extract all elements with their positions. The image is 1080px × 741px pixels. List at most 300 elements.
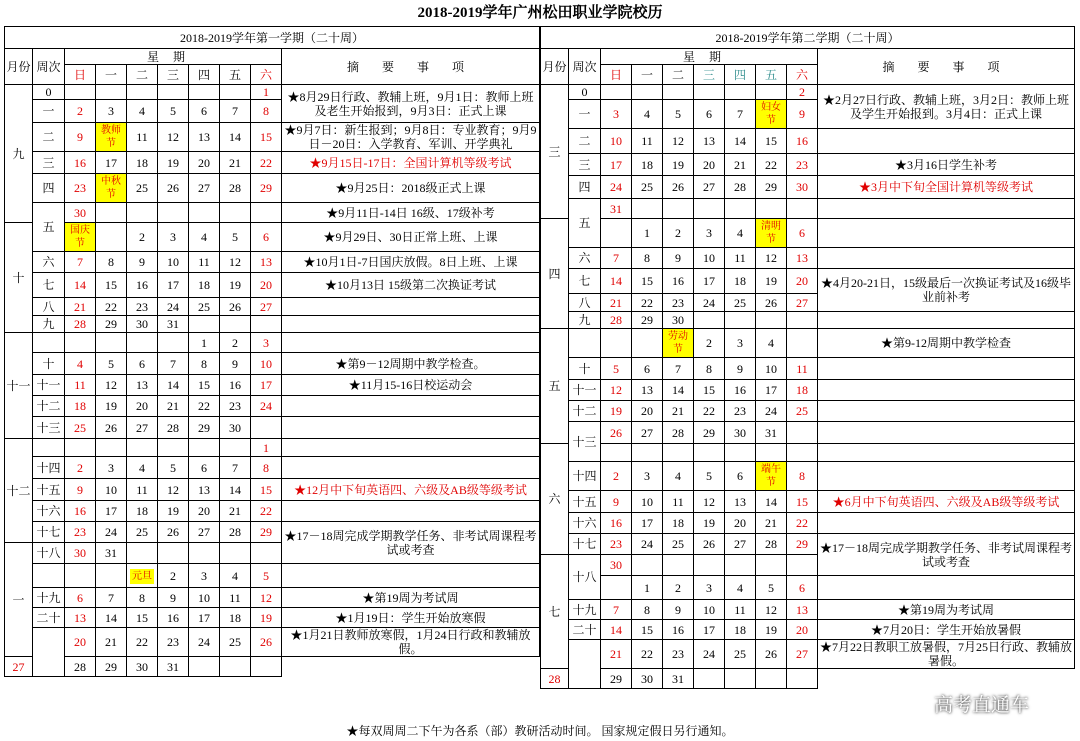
date-cell xyxy=(632,199,663,219)
calendar-row xyxy=(541,669,1075,689)
date-cell: 12 xyxy=(694,491,725,513)
date-cell: 26 xyxy=(756,640,787,669)
week-cell xyxy=(569,640,601,689)
note-cell xyxy=(818,199,1075,219)
date-cell: 17 xyxy=(694,269,725,294)
date-cell: 29 xyxy=(756,176,787,199)
calendar-row xyxy=(541,248,1075,269)
date-cell: 13 xyxy=(251,252,282,273)
date-cell: 10 xyxy=(694,600,725,620)
term-label: 2018-2019学年第二学期（二十周） xyxy=(541,27,1075,49)
date-cell: 6 xyxy=(189,100,220,123)
date-cell: 17 xyxy=(756,380,787,401)
date-cell: 9 xyxy=(65,479,96,501)
date-cell: 31 xyxy=(601,199,632,219)
date-cell: 14 xyxy=(601,620,632,640)
date-cell: 10 xyxy=(756,358,787,380)
date-cell: 30 xyxy=(127,657,158,677)
week-cell xyxy=(569,329,601,358)
date-cell: 20 xyxy=(127,396,158,417)
date-cell: 19 xyxy=(96,396,127,417)
date-cell: 29 xyxy=(189,417,220,439)
note-cell xyxy=(282,501,540,522)
notes-header: 摘 要 事 项 xyxy=(818,49,1075,85)
date-cell: 10 xyxy=(632,491,663,513)
date-cell xyxy=(725,669,756,689)
date-cell: 24 xyxy=(601,176,632,199)
date-cell: 2 xyxy=(127,223,158,252)
date-cell: 20 xyxy=(65,628,96,657)
date-cell: 4 xyxy=(725,576,756,600)
date-cell: 16 xyxy=(725,380,756,401)
week-cell: 十六 xyxy=(33,501,65,522)
date-cell xyxy=(632,555,663,576)
date-cell xyxy=(189,657,220,677)
note-cell xyxy=(282,439,540,457)
month-cell: 五 xyxy=(541,329,569,444)
date-cell: 4 xyxy=(220,564,251,588)
date-cell: 5 xyxy=(220,223,251,252)
date-cell: 13 xyxy=(632,380,663,401)
date-cell xyxy=(787,312,818,329)
calendar-row xyxy=(5,333,540,353)
note-cell: ★9月29日、30日正常上班、上课 xyxy=(282,223,540,252)
week-cell: 十七 xyxy=(569,534,601,555)
date-cell xyxy=(787,329,818,358)
date-cell: 25 xyxy=(189,298,220,316)
date-cell: 6 xyxy=(632,358,663,380)
weekday-header: 星期 xyxy=(65,49,282,65)
date-cell: 31 xyxy=(158,657,189,677)
term2-table xyxy=(540,26,1075,689)
date-cell: 18 xyxy=(663,513,694,534)
date-cell: 9 xyxy=(158,588,189,608)
holiday-cell xyxy=(663,329,694,358)
date-cell xyxy=(220,203,251,223)
date-cell xyxy=(96,85,127,100)
date-cell xyxy=(220,316,251,333)
date-cell: 2 xyxy=(65,457,96,479)
date-cell: 16 xyxy=(158,608,189,628)
date-cell xyxy=(65,564,96,588)
note-cell xyxy=(282,417,540,439)
date-cell xyxy=(220,439,251,457)
note-cell xyxy=(818,219,1075,248)
day-name-2: 二 xyxy=(127,65,158,85)
date-cell: 14 xyxy=(601,269,632,294)
date-cell: 12 xyxy=(158,479,189,501)
date-cell: 14 xyxy=(220,123,251,152)
week-cell: 十八 xyxy=(33,543,65,564)
month-cell: 十一 xyxy=(5,333,33,439)
date-cell: 31 xyxy=(96,543,127,564)
date-cell xyxy=(601,85,632,100)
date-cell: 22 xyxy=(632,294,663,312)
date-cell: 30 xyxy=(220,417,251,439)
day-name-1: 一 xyxy=(96,65,127,85)
date-cell: 19 xyxy=(756,269,787,294)
date-cell: 25 xyxy=(65,417,96,439)
date-cell: 26 xyxy=(251,628,282,657)
date-cell xyxy=(756,669,787,689)
date-cell: 9 xyxy=(725,358,756,380)
date-cell: 27 xyxy=(5,657,33,677)
holiday-cell xyxy=(127,564,158,588)
date-cell: 9 xyxy=(663,600,694,620)
date-cell: 15 xyxy=(189,375,220,396)
date-cell xyxy=(601,219,632,248)
date-cell: 5 xyxy=(601,358,632,380)
date-cell xyxy=(694,669,725,689)
date-cell: 11 xyxy=(725,248,756,269)
day-name-0: 日 xyxy=(601,65,632,85)
footer-note: ★每双周周二下午为各系（部）教研活动时间。 国家规定假日另行通知。 xyxy=(346,724,734,738)
calendar-row xyxy=(5,628,540,657)
date-cell: 8 xyxy=(127,588,158,608)
note-cell xyxy=(818,358,1075,380)
date-cell: 2 xyxy=(65,100,96,123)
date-cell: 3 xyxy=(251,333,282,353)
note-cell xyxy=(818,576,1075,600)
day-name-4: 四 xyxy=(725,65,756,85)
date-cell: 22 xyxy=(756,154,787,176)
calendar-row xyxy=(541,176,1075,199)
date-cell xyxy=(65,85,96,100)
week-cell: 十一 xyxy=(33,375,65,396)
date-cell: 11 xyxy=(663,491,694,513)
date-cell: 27 xyxy=(694,176,725,199)
date-cell: 12 xyxy=(251,588,282,608)
date-cell: 23 xyxy=(127,298,158,316)
date-cell xyxy=(189,85,220,100)
date-cell: 12 xyxy=(756,600,787,620)
calendar-row xyxy=(5,588,540,608)
date-cell: 22 xyxy=(251,152,282,174)
holiday-label: 国庆节 xyxy=(65,223,95,251)
date-cell xyxy=(251,543,282,564)
date-cell xyxy=(632,329,663,358)
calendar-row xyxy=(541,85,1075,100)
week-cell: 十六 xyxy=(569,513,601,534)
calendar-row xyxy=(541,129,1075,154)
day-name-4: 四 xyxy=(189,65,220,85)
date-cell: 17 xyxy=(158,273,189,298)
date-cell: 7 xyxy=(725,100,756,129)
date-cell: 20 xyxy=(251,273,282,298)
date-cell: 14 xyxy=(725,129,756,154)
date-cell: 28 xyxy=(65,657,96,677)
date-cell: 11 xyxy=(220,588,251,608)
date-cell: 18 xyxy=(65,396,96,417)
note-cell: ★第19周为考试周 xyxy=(818,600,1075,620)
date-cell: 11 xyxy=(725,600,756,620)
date-cell: 21 xyxy=(158,396,189,417)
date-cell xyxy=(756,199,787,219)
date-cell: 5 xyxy=(756,576,787,600)
date-cell: 29 xyxy=(632,312,663,329)
date-cell: 24 xyxy=(189,628,220,657)
note-cell xyxy=(282,564,540,588)
note-cell: ★1月21日教师放寒假，1月24日行政和教辅放假。 xyxy=(282,628,540,657)
calendar-row xyxy=(541,269,1075,294)
week-cell: 十二 xyxy=(33,396,65,417)
date-cell xyxy=(251,417,282,439)
week-cell: 一 xyxy=(33,100,65,123)
date-cell: 17 xyxy=(251,375,282,396)
holiday-cell xyxy=(65,223,96,252)
date-cell xyxy=(127,543,158,564)
date-cell: 24 xyxy=(756,401,787,422)
date-cell: 29 xyxy=(787,534,818,555)
month-header: 月份 xyxy=(5,49,33,85)
week-cell: 十三 xyxy=(33,417,65,439)
date-cell: 15 xyxy=(251,479,282,501)
note-cell: ★第19周为考试周 xyxy=(282,588,540,608)
date-cell xyxy=(96,333,127,353)
date-cell: 1 xyxy=(251,439,282,457)
calendar-title: 2018-2019学年广州松田职业学院校历 xyxy=(417,5,663,21)
date-cell: 5 xyxy=(663,100,694,129)
week-header: 周次 xyxy=(569,49,601,85)
date-cell xyxy=(96,223,127,252)
date-cell: 19 xyxy=(601,401,632,422)
calendar-row xyxy=(541,576,1075,600)
date-cell: 6 xyxy=(189,457,220,479)
date-cell: 8 xyxy=(694,358,725,380)
date-cell: 12 xyxy=(220,252,251,273)
day-name-5: 五 xyxy=(756,65,787,85)
date-cell xyxy=(220,85,251,100)
date-cell: 19 xyxy=(251,608,282,628)
date-cell: 23 xyxy=(663,294,694,312)
date-cell: 9 xyxy=(601,491,632,513)
date-cell: 6 xyxy=(694,100,725,129)
date-cell xyxy=(220,657,251,677)
date-cell: 2 xyxy=(601,462,632,491)
date-cell: 2 xyxy=(787,85,818,100)
holiday-label: 教师节 xyxy=(96,123,126,151)
date-cell: 13 xyxy=(725,491,756,513)
calendar-row xyxy=(541,401,1075,422)
date-cell xyxy=(663,85,694,100)
calendar-row xyxy=(5,439,540,457)
date-cell: 30 xyxy=(725,422,756,444)
calendar-row xyxy=(5,273,540,298)
date-cell: 4 xyxy=(725,219,756,248)
note-cell: ★第9－12周期中教学检查。 xyxy=(282,353,540,375)
day-name-6: 六 xyxy=(251,65,282,85)
note-cell xyxy=(818,129,1075,154)
holiday-label: 清明节 xyxy=(756,219,786,247)
date-cell: 14 xyxy=(96,608,127,628)
date-cell: 16 xyxy=(220,375,251,396)
date-cell: 28 xyxy=(220,522,251,543)
date-cell: 9 xyxy=(220,353,251,375)
date-cell xyxy=(158,333,189,353)
date-cell: 15 xyxy=(251,123,282,152)
date-cell xyxy=(725,312,756,329)
date-cell: 24 xyxy=(694,640,725,669)
calendar-row xyxy=(541,154,1075,176)
date-cell: 28 xyxy=(601,312,632,329)
calendar-row xyxy=(541,491,1075,513)
day-name-3: 三 xyxy=(158,65,189,85)
week-cell: 三 xyxy=(33,152,65,174)
date-cell: 3 xyxy=(189,564,220,588)
week-cell: 十九 xyxy=(33,588,65,608)
date-cell: 1 xyxy=(251,85,282,100)
week-cell: 七 xyxy=(569,269,601,294)
date-cell: 25 xyxy=(787,401,818,422)
date-cell: 25 xyxy=(663,534,694,555)
date-cell: 30 xyxy=(65,543,96,564)
date-cell xyxy=(251,316,282,333)
date-cell: 15 xyxy=(694,380,725,401)
date-cell xyxy=(787,444,818,462)
date-cell: 27 xyxy=(189,522,220,543)
date-cell: 21 xyxy=(663,401,694,422)
note-cell xyxy=(818,444,1075,462)
date-cell: 30 xyxy=(65,203,96,223)
date-cell: 25 xyxy=(127,174,158,203)
date-cell: 5 xyxy=(158,457,189,479)
date-cell: 23 xyxy=(158,628,189,657)
date-cell: 17 xyxy=(96,501,127,522)
date-cell: 21 xyxy=(601,640,632,669)
note-cell xyxy=(818,513,1075,534)
date-cell: 2 xyxy=(663,576,694,600)
date-cell: 16 xyxy=(65,152,96,174)
week-cell: 八 xyxy=(33,298,65,316)
holiday-label: 中秋节 xyxy=(96,174,126,202)
month-header: 月份 xyxy=(541,49,569,85)
week-cell: 十九 xyxy=(569,600,601,620)
date-cell: 28 xyxy=(65,316,96,333)
calendar-row xyxy=(5,396,540,417)
date-cell xyxy=(158,85,189,100)
date-cell: 9 xyxy=(65,123,96,152)
date-cell: 19 xyxy=(663,154,694,176)
note-cell: ★9月7日：新生报到；9月8日：专业教育；9月9日－20日：入学教育、军训、开学典礼 xyxy=(282,123,540,152)
date-cell: 26 xyxy=(220,298,251,316)
date-cell: 15 xyxy=(632,620,663,640)
calendar-row xyxy=(541,312,1075,329)
week-cell: 十四 xyxy=(569,462,601,491)
date-cell: 10 xyxy=(158,252,189,273)
date-cell: 25 xyxy=(725,640,756,669)
date-cell: 19 xyxy=(220,273,251,298)
date-cell: 7 xyxy=(663,358,694,380)
date-cell: 22 xyxy=(127,628,158,657)
date-cell: 20 xyxy=(787,269,818,294)
note-cell: ★7月20日：学生开始放暑假 xyxy=(818,620,1075,640)
date-cell: 1 xyxy=(632,576,663,600)
date-cell: 25 xyxy=(220,628,251,657)
week-cell xyxy=(33,439,65,457)
week-cell: 0 xyxy=(569,85,601,100)
date-cell: 24 xyxy=(158,298,189,316)
week-header: 周次 xyxy=(33,49,65,85)
day-name-0: 日 xyxy=(65,65,96,85)
date-cell: 10 xyxy=(601,129,632,154)
date-cell: 28 xyxy=(663,422,694,444)
calendar-row xyxy=(541,462,1075,491)
calendar-row xyxy=(5,457,540,479)
date-cell: 27 xyxy=(787,640,818,669)
date-cell: 28 xyxy=(725,176,756,199)
date-cell: 7 xyxy=(65,252,96,273)
month-cell: 一 xyxy=(5,543,33,657)
date-cell: 13 xyxy=(189,123,220,152)
note-cell: ★7月22日教职工放暑假，7月25日行政、教辅放暑假。 xyxy=(818,640,1075,669)
calendar-row xyxy=(5,501,540,522)
date-cell: 16 xyxy=(663,620,694,640)
month-cell: 九 xyxy=(5,85,33,223)
date-cell xyxy=(663,444,694,462)
date-cell: 18 xyxy=(632,154,663,176)
date-cell: 29 xyxy=(601,669,632,689)
date-cell: 20 xyxy=(632,401,663,422)
date-cell xyxy=(65,439,96,457)
note-cell: ★3月16日学生补考 xyxy=(818,154,1075,176)
month-cell: 六 xyxy=(541,444,569,555)
date-cell xyxy=(663,199,694,219)
date-cell: 27 xyxy=(251,298,282,316)
date-cell: 16 xyxy=(127,273,158,298)
date-cell: 15 xyxy=(756,129,787,154)
date-cell: 11 xyxy=(127,123,158,152)
date-cell: 4 xyxy=(127,100,158,123)
date-cell: 27 xyxy=(127,417,158,439)
date-cell: 7 xyxy=(220,457,251,479)
date-cell: 14 xyxy=(158,375,189,396)
date-cell xyxy=(725,85,756,100)
date-cell: 21 xyxy=(756,513,787,534)
date-cell: 2 xyxy=(694,329,725,358)
holiday-label: 元旦 xyxy=(132,570,152,582)
date-cell: 19 xyxy=(158,501,189,522)
date-cell: 25 xyxy=(725,294,756,312)
calendar-row xyxy=(5,123,540,152)
date-cell: 31 xyxy=(158,316,189,333)
date-cell: 1 xyxy=(189,333,220,353)
note-cell xyxy=(251,657,282,677)
date-cell: 1 xyxy=(632,219,663,248)
day-name-5: 五 xyxy=(220,65,251,85)
note-cell: ★8月29日行政、教辅上班，9月1日：教师上班及老生开始报到，9月3日：正式上课 xyxy=(282,85,540,123)
date-cell: 12 xyxy=(601,380,632,401)
date-cell: 24 xyxy=(251,396,282,417)
holiday-cell xyxy=(96,123,127,152)
date-cell: 12 xyxy=(756,248,787,269)
calendar-row xyxy=(5,223,540,252)
date-cell: 4 xyxy=(65,353,96,375)
note-cell: ★10月1日-7日国庆放假。8日上班、上课 xyxy=(282,252,540,273)
date-cell: 13 xyxy=(127,375,158,396)
date-cell: 10 xyxy=(694,248,725,269)
date-cell: 11 xyxy=(632,129,663,154)
week-cell xyxy=(33,564,65,588)
date-cell: 7 xyxy=(96,588,127,608)
date-cell: 4 xyxy=(756,329,787,358)
date-cell: 3 xyxy=(601,100,632,129)
date-cell xyxy=(189,439,220,457)
calendar-row xyxy=(5,252,540,273)
date-cell: 27 xyxy=(189,174,220,203)
calendar-row xyxy=(541,358,1075,380)
date-cell xyxy=(601,329,632,358)
date-cell: 11 xyxy=(127,479,158,501)
